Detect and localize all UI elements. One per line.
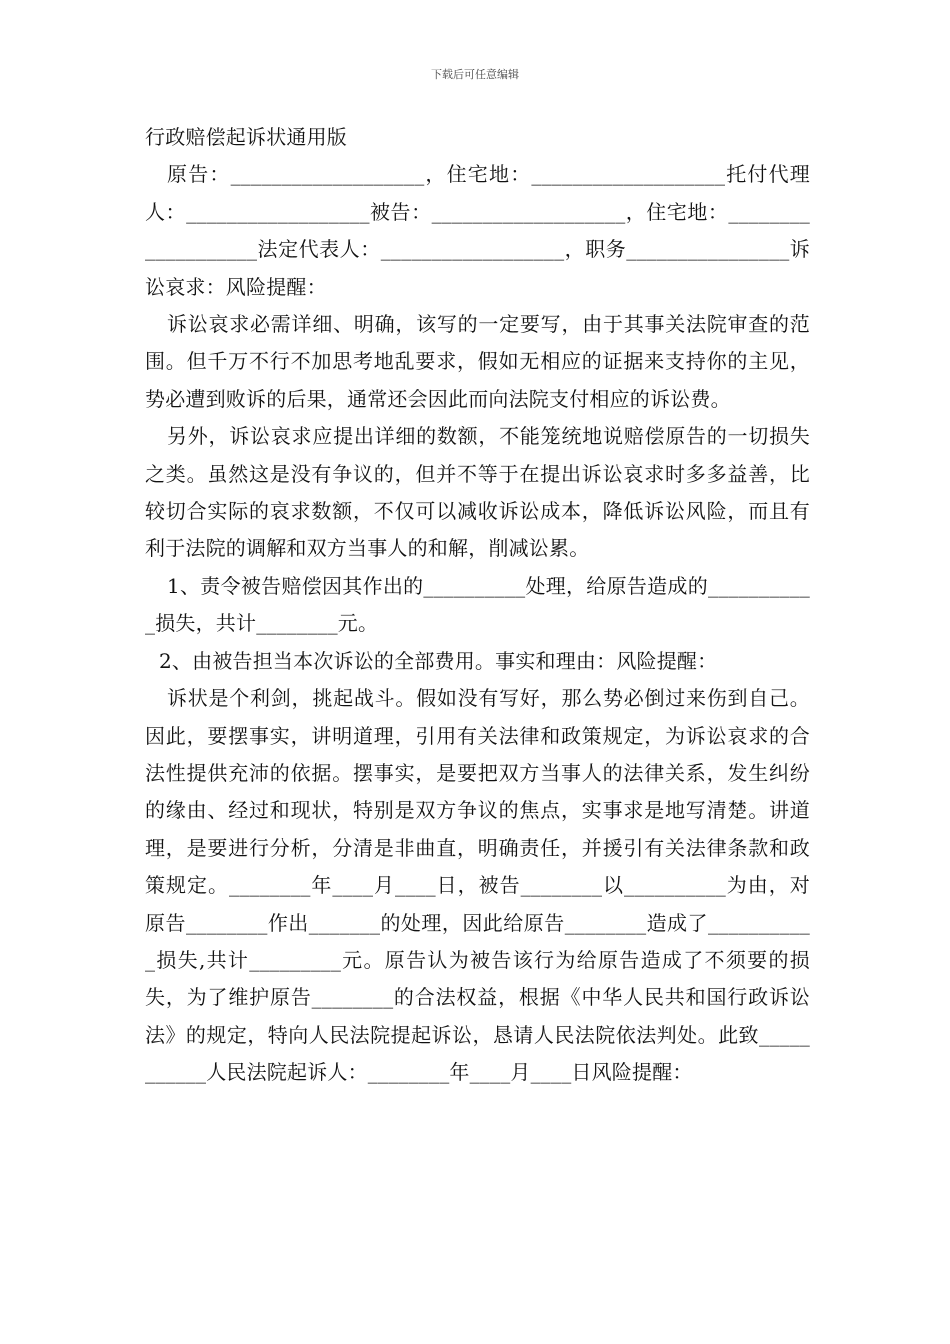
claim-item-2: 2、由被告担当本次诉讼的全部费用。事实和理由：风险提醒： (159, 648, 718, 673)
claim-item-1: 1、责令被告赔偿因其作出的__________处理，给原告造成的___________损失，共计________元。 (145, 573, 810, 636)
parties-block: 原告：___________________，住宅地：___________________托付代理人：__________________被告：___________________，住宅地：___________________法定代表人：__________________，职务________________诉讼哀求：风险提醒： (145, 162, 810, 299)
paragraph-claims-guidance: 诉讼哀求必需详细、明确，该写的一定要写，由于其事关法院审查的范围。但千万不行不加思考地乱要求，假如无相应的证据来支持你的主见，势必遭到败诉的后果，通常还会因此而向法院支付相应的诉讼费。 (145, 312, 810, 411)
paragraph-facts-reasons: 诉状是个利剑，挑起战斗。假如没有写好，那么势必倒过来伤到自己。因此，要摆事实，讲明道理，引用有关法律和政策规定，为诉讼哀求的合法性提供充沛的依据。摆事实，是要把双方当事人的法律关系，发生纠纷的缘由、经过和现状，特别是双方争议的焦点，实事求是地写清楚。讲道理，是要进行分析，分清是非曲直，明确责任，并援引有关法律条款和政策规定。________年____月____日，被告________以__________为由，对原告________作出_______的处理，因此给原告________造成了___________损失,共计_________元。原告认为被告该行为给原告造成了不须要的损失，为了维护原告________的合法权益，根据《中华人民共和国行政诉讼法》的规定，特向人民法院提起诉讼，恳请人民法院依法判处。此致___________人民法院起诉人：________年____月____日风险提醒： (145, 686, 810, 1085)
header-note: 下载后可任意编辑 (431, 68, 519, 81)
document-title: 行政赔偿起诉状通用版 (145, 125, 347, 149)
paragraph-claims-amount: 另外，诉讼哀求应提出详细的数额，不能笼统地说赔偿原告的一切损失之类。虽然这是没有争议的，但并不等于在提出诉讼哀求时多多益善，比较切合实际的哀求数额，不仅可以减收诉讼成本，降低诉讼风险，而且有利于法院的调解和双方当事人的和解，削减讼累。 (145, 424, 810, 561)
document-body (145, 119, 810, 1092)
